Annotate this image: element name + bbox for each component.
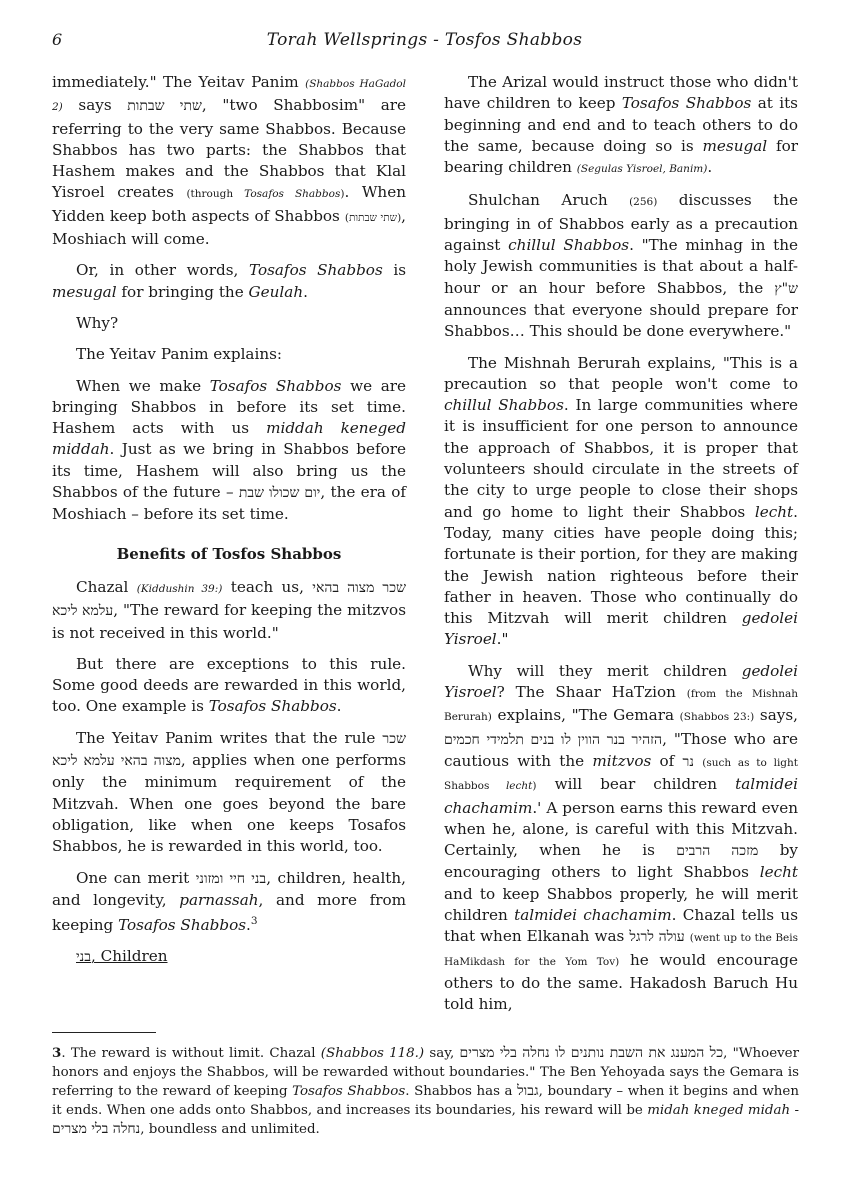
paragraph: The Mishnah Berurah explains, "This is a precaution so that people won't come to chillul Shabbos. In large communities where it is insufficient for one person to announce the approach of Shabbos, it is proper that volunteers should circulate in the streets of the city to urge people to close their shops and go home to light their Shabbos lecht. Today, many cities have people doing this; fortunate is their portion, for they are making the Jewish nation righteous before their father in heaven. Those who continually do this Mitzvah will merit children gedolei Yisroel.": [444, 353, 798, 649]
paragraph: Why will they merit children gedolei Yisroel? The Shaar HaTzion (from the Mishnah Berurah) explains, "The Gemara (Shabbos 23:) says, הזהיר בנר הווין לו בנים תלמידי חכמים, "Those who are cautious with the mitzvos of נר (such as to light Shabbos lecht) will bear children talmidei chachamim.' A person earns this reward even when he, alone, is careful with this Mitzvah. Certainly, when he is מזכה הרבים by encouraging others to light Shabbos lecht and to keep Shabbos properly, he will merit children talmidei chachamim. Chazal tells us that when Elkanah was עולה לרגל (went up to the Beis HaMikdash for the Yom Tov) he would encourage others to do the same. Hakadosh Baruch Hu told him,: [444, 661, 799, 1014]
left-column: [52, 72, 406, 979]
paragraph: One can merit בני חיי ומזוני, children, health, and longevity, parnassah, and more from keeping Tosafos Shabbos.$^3$: [52, 868, 407, 935]
running-header: [52, 30, 797, 56]
paragraph: The Yeitav Panim writes that the rule שכר מצוה בהאי עלמא ליכא, applies when one performs only the minimum requirement of the Mitzvah. When one goes beyond the bare obligation, like when one keeps Tosafos Shabbos, he is rewarded in this world, too.: [52, 728, 406, 856]
paragraph: The Yeitav Panim explains:: [76, 345, 283, 364]
paragraph: But there are exceptions to this rule. Some good deeds are rewarded in this world, too. One example is Tosafos Shabbos.: [52, 654, 406, 716]
footnote-divider: [52, 1032, 156, 1033]
paragraph: Why?: [76, 313, 119, 332]
paragraph: Shulchan Aruch (256) discusses the bringing in of Shabbos early as a precaution against chillul Shabbos. "The minhag in the holy Jewish communities is that about a half-hour or an hour before Shabbos, the ש"ץ announces that everyone should prepare for Shabbos… This should be done everywhere.": [444, 191, 799, 341]
paragraph: Chazal (Kiddushin 39:) teach us, שכר מצוה בהאי עלמא ליכא, "The reward for keeping the mitzvos is not received in this world.": [52, 577, 407, 642]
footnote: 3. The reward is without limit. Chazal (Shabbos 118.) say, כל המענג את השבת נותנים לו נחלה בלי מצרים, "Whoever honors and enjoys the Shabbos, will be rewarded without boundaries." The Ben Yehoyada says the Gemara is referring to the reward of keeping Tosafos Shabbos. Shabbos has a גבול, boundary – when it begins and when it ends. When one adds onto Shabbos, and increases its boundaries, his reward will be midah kneged midah - נחלה בלי מצרים, boundless and unlimited.: [52, 1045, 800, 1138]
paragraph: When we make Tosafos Shabbos we are bringing Shabbos in before its set time. Hashem acts with us middah keneged middah. Just as we bring in Shabbos before its time, Hashem will also bring us the Shabbos of the future – יום שכולו שבת, the era of Moshiach – before its set time.: [52, 376, 407, 524]
right-column: [444, 72, 798, 1025]
paragraph: Or, in other words, Tosafos Shabbos is mesugal for bringing the Geulah.: [52, 261, 407, 301]
footnote-ref: 3: [250, 915, 258, 928]
subsection-heading: בני, Children: [76, 947, 168, 966]
page-number: 6: [52, 30, 63, 49]
paragraph: immediately." The Yeitav Panim (Shabbos HaGadol 2) says שתי שבתות, "two Shabbosim" are referring to the very same Shabbos. Because Shabbos has two parts: the Shabbos that Hashem makes and the Shabbos that Klal Yisroel creates (through Tosafos Shabbos). When Yidden keep both aspects of Shabbos (שתי שבתות), Moshiach will come.: [52, 73, 406, 249]
section-heading: Benefits of Tosfos Shabbos: [116, 544, 342, 563]
running-title: Torah Wellsprings - Tosfos Shabbos: [266, 30, 583, 50]
paragraph: The Arizal would instruct those who didn't have children to keep Tosafos Shabbos at its beginning and end and to teach others to do the same, because doing so is mesugal for bearing children (Segulas Yisroel, Banim).: [444, 73, 798, 177]
footnote-number: 3: [52, 1045, 62, 1061]
